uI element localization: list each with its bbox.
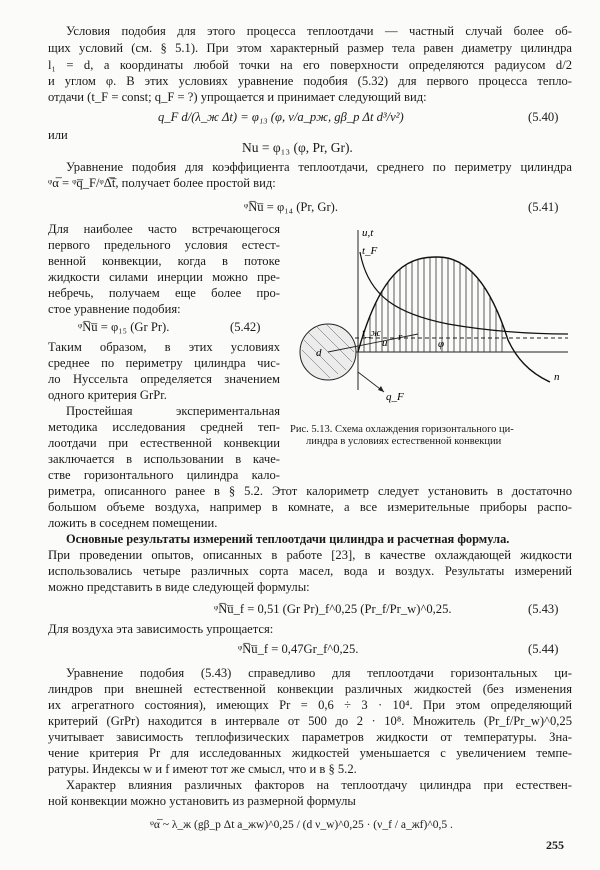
text-line: использовались четыре различных сорта масел, вода и воздух. Результаты измерений	[48, 564, 572, 578]
text-line: Для наиболее часто встречающегося	[48, 222, 280, 236]
equation-number: (5.41)	[528, 200, 559, 214]
text-line: первого предельного условия естест-	[48, 238, 280, 252]
label-d: d	[316, 347, 322, 359]
temperature-profile-curve	[360, 252, 568, 334]
section-title: Основные результаты измерений теплоотдачи цилиндра и расчетная формула.	[66, 532, 510, 546]
text-line: большом объеме воздуха, например в комнате, а все измерительные приборы распо-	[48, 500, 572, 514]
text-line: Условия подобия для этого процесса теплоотдачи — частный случай более об-	[66, 24, 572, 38]
text-line: стое уравнение подобия:	[48, 302, 181, 316]
figure-caption: Рис. 5.13. Схема охлаждения горизонтального ци-	[290, 424, 514, 435]
page-number: 255	[546, 838, 564, 852]
text-line: чение критерия Pr для исследованных жидкостей уменьшается с увеличением темпе-	[48, 746, 572, 760]
text-line: стве горизонтального цилиндра кало-	[48, 468, 280, 482]
figure-caption: линдра в условиях естественной конвекции	[306, 436, 502, 447]
text-line: При проведении опытов, описанных в работе [23], в качестве охлаждающей жидкости	[48, 548, 572, 562]
equation-5-43: ᵠN̅u̅_f = 0,51 (Gr Pr)_f^0,25 (Pr_f/Pr_w)^0,25.	[214, 602, 452, 616]
equation-5-41: ᵠN̅u̅ = φ₁₄ (Pr, Gr).	[244, 200, 339, 214]
label-r: r	[398, 331, 403, 343]
text-line: Уравнение подобия для коэффициента теплоотдачи, среднего по периметру цилиндра	[66, 160, 572, 174]
text-line: учитывает зависимость теплофизических параметров жидкости от температуры. Зна-	[48, 730, 572, 744]
label-t-zh: t_ж	[362, 327, 381, 339]
text-line: одного критерия GrPr.	[48, 388, 167, 402]
label-t-f: t_F	[362, 245, 378, 257]
equation-5-44: ᵠN̅u̅_f = 0,47Gr_f^0,25.	[238, 642, 359, 656]
text-line: лоотдачи при естественной конвекции	[48, 436, 280, 450]
figure-cylinder-cooling	[288, 222, 576, 414]
text-line: ложить в соседнем помещении.	[48, 516, 218, 530]
text-line: ратуры. Индексы w и f имеют тот же смысл, что и в § 5.2.	[48, 762, 357, 776]
equation-number: (5.44)	[528, 642, 559, 656]
equation-5-40b: Nu = φ₁₃ (φ, Pr, Gr).	[242, 140, 353, 155]
text-line: Уравнение подобия (5.43) справедливо для теплоотдачи горизонтальных ци-	[66, 666, 572, 680]
label-q-f: q_F	[386, 391, 404, 403]
arrow-head	[378, 386, 384, 392]
text-line: Таким образом, в этих условиях	[48, 340, 280, 354]
equation-5-42: ᵠN̅u̅ = φ₁₅ (Gr Pr).	[78, 320, 170, 334]
text-line: можно представить в виде следующей формулы:	[48, 580, 310, 594]
equation-number: (5.43)	[528, 602, 559, 616]
text-line: среднее по периметру цилиндра чис-	[48, 356, 280, 370]
text-line: ной конвекции можно установить из размерной формулы	[48, 794, 356, 808]
text-line: критерий (GrPr) находится в интервале от 500 до 2 · 10⁸. Множитель (Pr_f/Pr_w)^0,25	[48, 714, 572, 728]
equation-final: ᵠα̅ ~ λ_ж (gβ_p Δt a_жw)^0,25 / (d ν_w)^0,25 · (ν_f / a_жf)^0,5 .	[150, 819, 453, 831]
text-line: ло Нуссельта определяется значением	[48, 372, 280, 386]
equation-number: (5.40)	[528, 110, 559, 124]
text-line: жидкости силами инерции можно пре-	[48, 270, 280, 284]
label-n: n	[554, 371, 560, 383]
text-line: линдров при внешней естественной конвекции различных жидкостей (без изменения	[48, 682, 572, 696]
text-line: отдачи (t_F = const; q_F = ?) упрощается и принимает следующий вид:	[48, 90, 427, 104]
text-line: венной конвекции, когда в потоке	[48, 254, 280, 268]
label-u: u	[382, 337, 388, 349]
text-line: Простейшая экспериментальная	[66, 404, 280, 418]
text-line: риметра, описанного ранее в § 5.2. Этот калориметр следует установить в достаточно	[48, 484, 572, 498]
velocity-hatching	[364, 242, 502, 352]
label-phi: φ	[438, 338, 445, 350]
text-line: щих условий (см. § 5.1). При этом характерный размер тела равен диаметру цилиндра	[48, 41, 572, 55]
text-line: Для воздуха эта зависимость упрощается:	[48, 622, 274, 636]
text-line: и углом φ. В этих условиях уравнение подобия (5.32) для первого процесса тепло-	[48, 74, 572, 88]
text-line: методика исследования средней теп-	[48, 420, 280, 434]
text-line: заключается в использовании в каче-	[48, 452, 280, 466]
text-line: небречь, получаем еще более про-	[48, 286, 280, 300]
text-line: Характер влияния различных факторов на теплоотдачу цилиндра при естествен-	[66, 778, 572, 792]
equation-5-40: q_F d/(λ_ж Δt) = φ₁₃ (φ, ν/a_pж, gβ_p Δt d³/ν²)	[158, 110, 404, 124]
text-line: ᵠα̅ = ᵠq̅_F/ᵠΔ̅t̅, получает более простой вид:	[48, 176, 276, 190]
text-line: их агрегатного состояния), имеющих Pr = 0,6 ÷ 3 · 10⁴. При этом определяющий	[48, 698, 572, 712]
label-u-t: u,t	[362, 227, 374, 239]
equation-number: (5.42)	[230, 320, 261, 334]
text-line: или	[48, 128, 68, 142]
text-line: l₁ = d, а координаты любой точки на его поверхности определяются радиусом d/2	[48, 58, 572, 72]
